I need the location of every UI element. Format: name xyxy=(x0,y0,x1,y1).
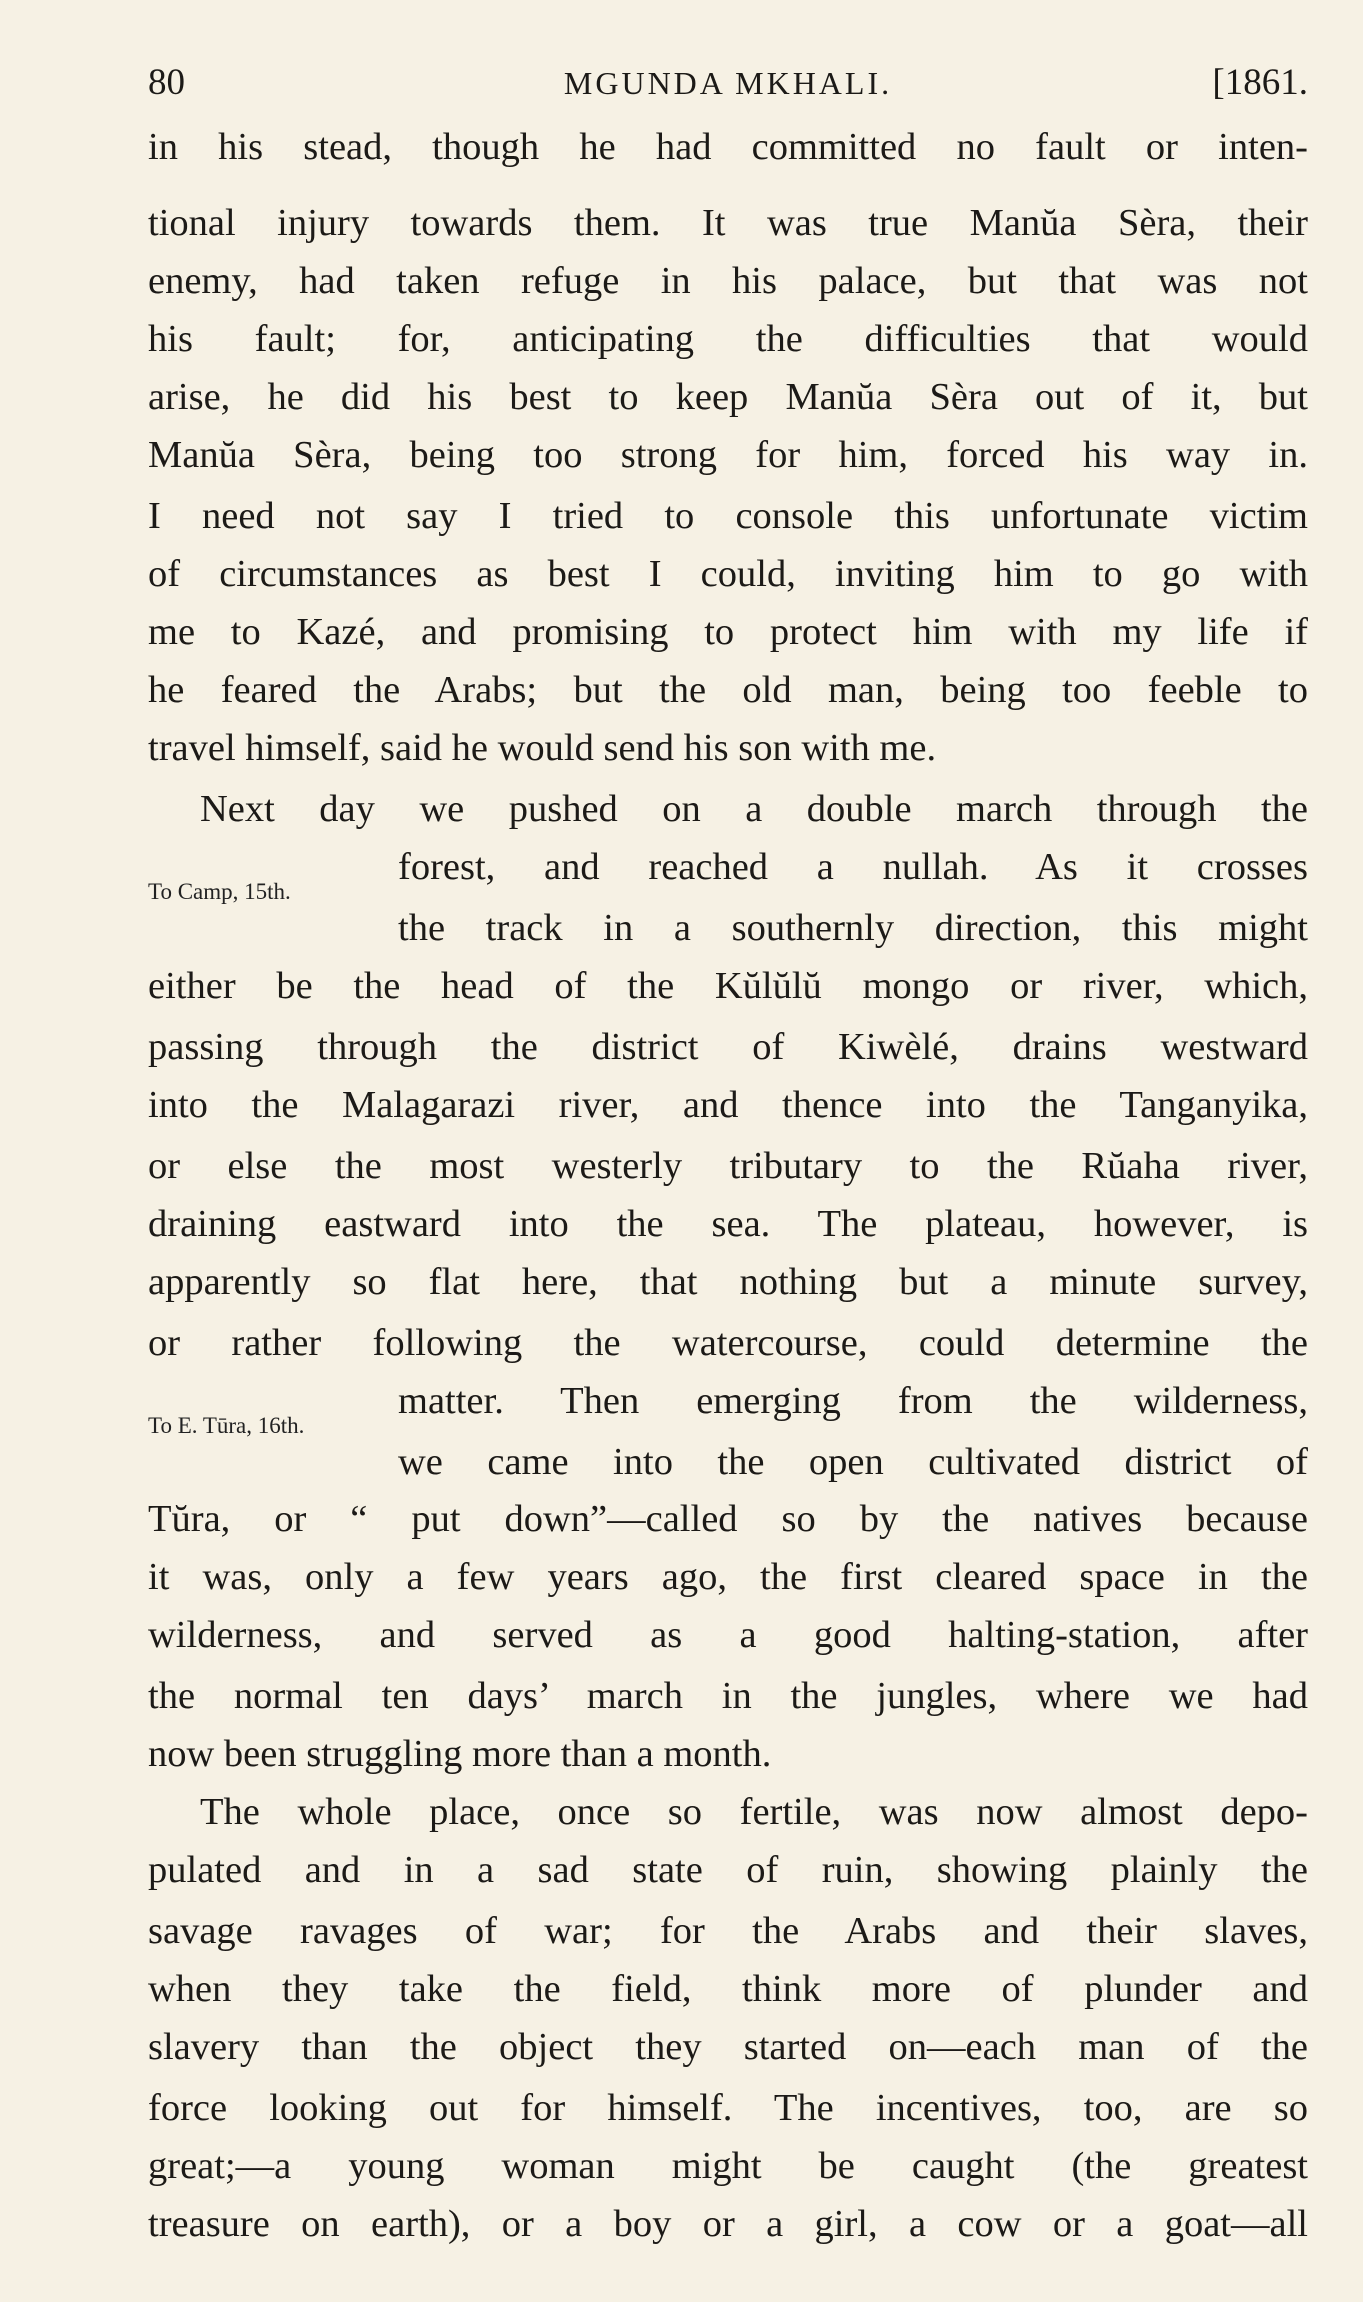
text-line: great;—a young woman might be caught (the greatest xyxy=(148,2145,1308,2187)
text-line: his fault; for, anticipating the difficulties that would xyxy=(148,318,1308,360)
text-line: treasure on earth), or a boy or a girl, a cow or a goat—all xyxy=(148,2203,1308,2245)
text-line: passing through the district of Kiwèlé, drains westward xyxy=(148,1026,1308,1068)
text-line: wilderness, and served as a good halting-station, after xyxy=(148,1614,1308,1656)
sidenote-to-tura: To E. Tūra, 16th. xyxy=(148,1413,305,1438)
sidenote-to-camp: To Camp, 15th. xyxy=(148,879,291,904)
text-line: forest, and reached a nullah. As it crosses xyxy=(398,846,1308,888)
text-line: travel himself, said he would send his son with me. xyxy=(148,727,937,769)
text-line: the track in a southernly direction, this might xyxy=(398,907,1308,949)
running-title: MGUNDA MKHALI. xyxy=(563,65,893,101)
text-line: Tŭra, or “ put down”—called so by the natives because xyxy=(148,1498,1308,1540)
text-line: Next day we pushed on a double march through the xyxy=(200,788,1308,830)
page-number: 80 xyxy=(148,62,185,103)
text-line: or rather following the watercourse, could determine the xyxy=(148,1322,1308,1364)
text-line: force looking out for himself. The incentives, too, are so xyxy=(148,2087,1308,2129)
text-line: now been struggling more than a month. xyxy=(148,1733,772,1775)
text-line: tional injury towards them. It was true Manŭa Sèra, their xyxy=(148,202,1308,244)
text-line: I need not say I tried to console this unfortunate victim xyxy=(148,495,1308,537)
text-line: Manŭa Sèra, being too strong for him, forced his way in. xyxy=(148,434,1308,476)
text-line: either be the head of the Kŭlŭlŭ mongo or river, which, xyxy=(148,965,1308,1007)
running-year: [1861. xyxy=(1212,62,1308,103)
text-line: me to Kazé, and promising to protect him with my life if xyxy=(148,611,1308,653)
running-header xyxy=(148,61,1308,121)
text-line: or else the most westerly tributary to the Rŭaha river, xyxy=(148,1145,1308,1187)
text-line: draining eastward into the sea. The plateau, however, is xyxy=(148,1203,1308,1245)
text-line: arise, he did his best to keep Manŭa Sèra out of it, but xyxy=(148,376,1308,418)
text-line: when they take the field, think more of plunder and xyxy=(148,1968,1308,2010)
text-line: savage ravages of war; for the Arabs and their slaves, xyxy=(148,1910,1308,1952)
text-line: apparently so flat here, that nothing but a minute survey, xyxy=(148,1261,1308,1303)
text-line: enemy, had taken refuge in his palace, but that was not xyxy=(148,260,1308,302)
text-line: slavery than the object they started on—each man of the xyxy=(148,2026,1308,2068)
text-line: in his stead, though he had committed no fault or inten- xyxy=(148,126,1308,168)
text-line: the normal ten days’ march in the jungles, where we had xyxy=(148,1675,1308,1717)
text-line: The whole place, once so fertile, was now almost depo- xyxy=(200,1791,1308,1833)
text-line: he feared the Arabs; but the old man, being too feeble to xyxy=(148,669,1308,711)
text-line: matter. Then emerging from the wilderness, xyxy=(398,1380,1308,1422)
text-line: pulated and in a sad state of ruin, showing plainly the xyxy=(148,1849,1308,1891)
text-line: into the Malagarazi river, and thence into the Tanganyika, xyxy=(148,1084,1308,1126)
text-line: we came into the open cultivated district of xyxy=(398,1441,1308,1483)
text-line: of circumstances as best I could, inviting him to go with xyxy=(148,553,1308,595)
text-line: it was, only a few years ago, the first cleared space in the xyxy=(148,1556,1308,1598)
